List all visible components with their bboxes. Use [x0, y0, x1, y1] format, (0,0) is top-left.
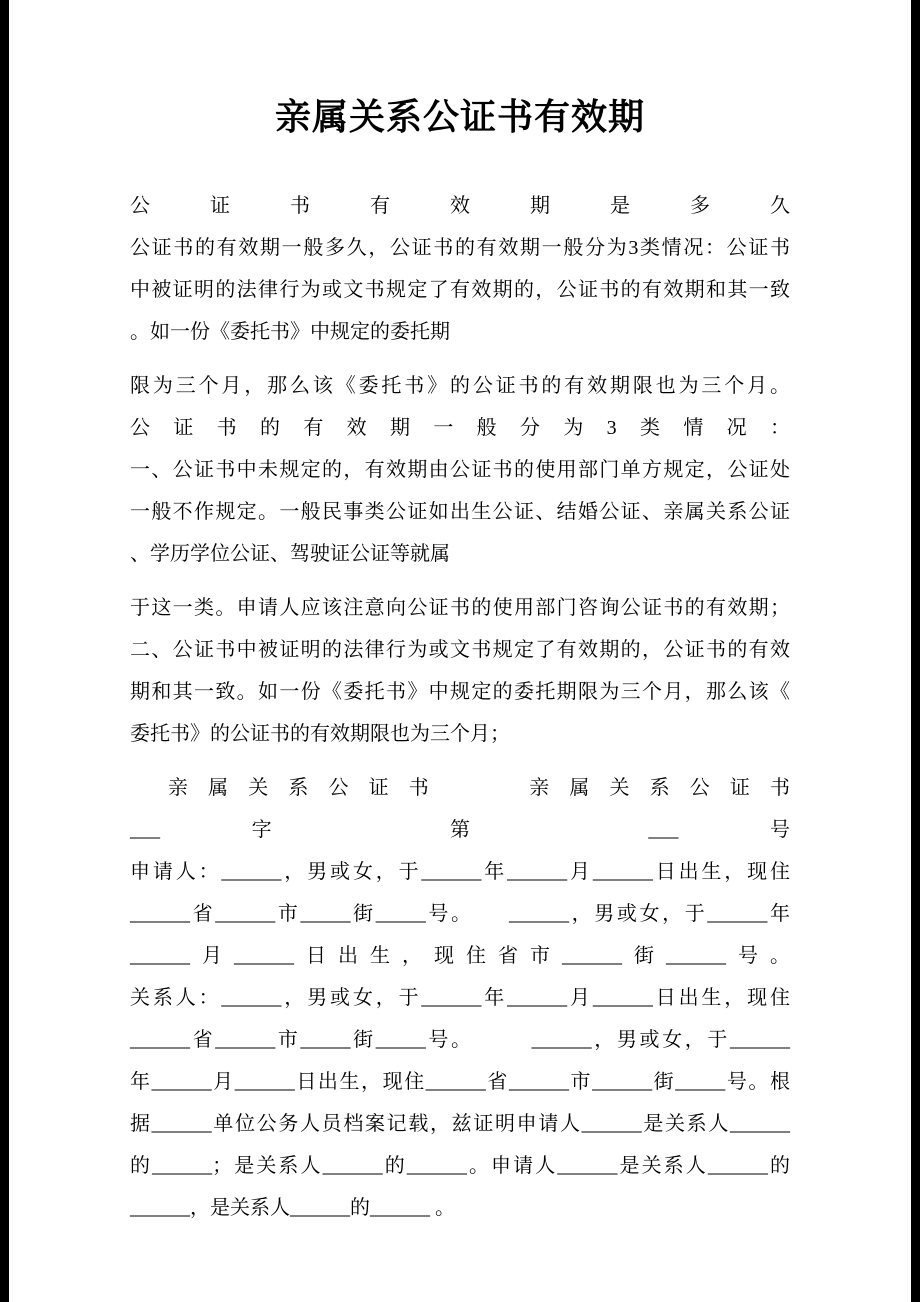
page-edge-right [911, 0, 920, 1302]
text-line: 关系人：______，男或女，于______年______月______日出生，现住 [130, 987, 790, 1010]
text-line: 限为三个月，那么该《委托书》的公证书的有效期限也为三个月。 [130, 375, 790, 398]
text-line: ______省______市_____街_____号。 ______，男或女，于______ [130, 1029, 790, 1052]
text-line: 公证书的有效期一般分为3类情况： [130, 417, 790, 440]
text-line: 委托书》的公证书的有效期限也为三个月； [130, 723, 510, 746]
paragraph-4 [130, 767, 790, 1229]
paragraph-2 [130, 365, 790, 575]
text-line: 年______月______日出生，现住______省______市______街_____号。根 [130, 1071, 790, 1094]
text-line: 二、公证书中被证明的法律行为或文书规定了有效期的，公证书的有效 [130, 639, 790, 662]
text-line: ______省______市_____街_____号。 ______，男或女，于______年 [130, 903, 790, 926]
text-line: 于这一类。申请人应该注意向公证书的使用部门咨询公证书的有效期； [130, 597, 790, 620]
paragraph-1 [130, 185, 790, 353]
text-line: 。如一份《委托书》中规定的委托期 [130, 321, 450, 344]
text-line: 期和其一致。如一份《委托书》中规定的委托期限为三个月，那么该《 [130, 681, 790, 704]
text-line: ______，是关系人______的______ 。 [130, 1197, 455, 1220]
paragraph-3 [130, 587, 790, 755]
text-line: 公证书有效期是多久 [130, 195, 790, 218]
text-line: 中被证明的法律行为或文书规定了有效期的，公证书的有效期和其一致 [130, 279, 790, 302]
text-line: 的______；是关系人______的______。申请人______是关系人______的 [130, 1155, 790, 1178]
text-line: 申请人：______，男或女，于______年______月______日出生，现住 [130, 861, 790, 884]
text-line: 公证书的有效期一般多久，公证书的有效期一般分为3类情况：公证书 [130, 237, 790, 260]
page-edge-left [0, 0, 9, 1302]
text-line: 、学历学位公证、驾驶证公证等就属 [130, 543, 450, 566]
text-line: ______月______日出生，现住省市______街______号。 [130, 945, 790, 968]
document-title: 亲属关系公证书有效期 [274, 97, 645, 137]
text-line: 一般不作规定。一般民事类公证如出生公证、结婚公证、亲属关系公证 [130, 501, 790, 524]
text-line: 据______单位公务人员档案记载，兹证明申请人______是关系人______ [130, 1113, 790, 1136]
text-line: 一、公证书中未规定的，有效期由公证书的使用部门单方规定，公证处 [130, 459, 790, 482]
text-line: ___ 字 第 ___ 号 [130, 819, 790, 842]
text-line: 亲属关系公证书 亲属关系公证书 [168, 777, 790, 800]
